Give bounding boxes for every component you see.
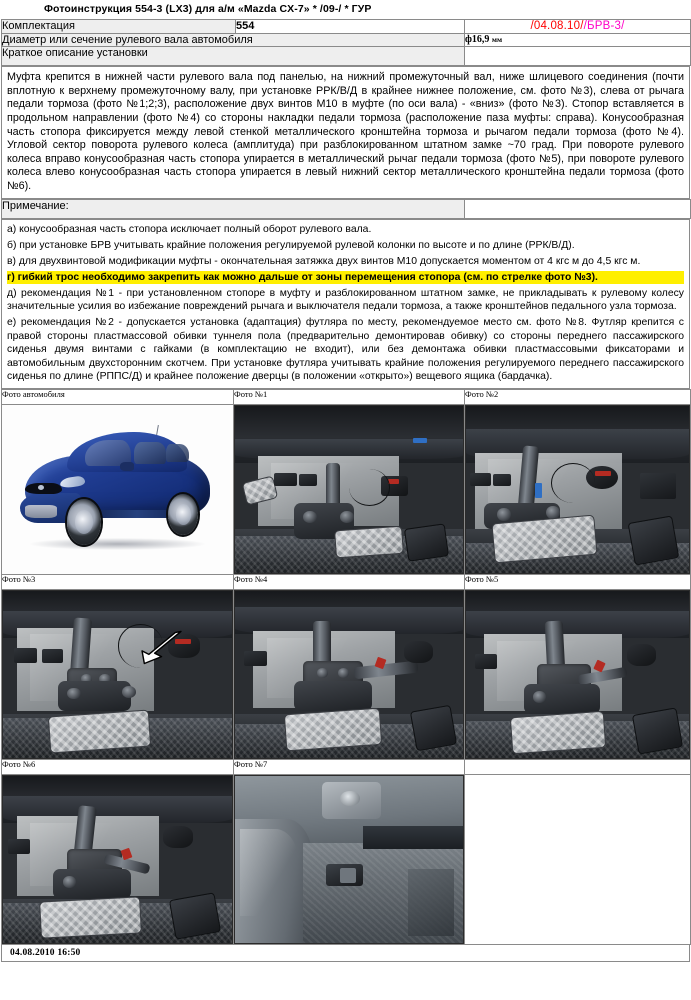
description-paragraph: Муфта крепится в нижней части рулевого вала под панелью, на нижний промежуточный вал, ниже шлицевого соединения (почти вплотную к верхнему промежуточному валу, при установке РРК/В/Д в крайнее нижнее положение, см. фото №3), слева от рычага педали тормоза (фото №1;2;3), расположение двух винтов М10 в муфте (по оси вала) - «вниз» (фото №3). Стопор вставляется в продольном направлении (фото №4) со стороны накладки педали тормоза (расположение паза муфты: справа). Конусообразная часть стопора фиксируется между левой стенкой металлического кронштейна тормоза и рычагом педали тормоза (фото №4). Угловой сектор поворота рулевого колеса (амплитуда) при разблокированном штатном замке ~70 град. При повороте рулевого колеса вправо конусообразная часть стопора упирается в металлический рычаг педали тормоза (фото №5), при повороте рулевого колеса влево конусообразная часть стопора упирается в левый нижний сектор металлического кронштейна педали тормоза (фото №6). bbox=[7, 71, 684, 193]
coupler-bolt-2 bbox=[338, 668, 349, 678]
car-front-hub bbox=[75, 510, 93, 534]
description-label: Краткое описание установки bbox=[2, 47, 465, 66]
table-row-notes-body bbox=[2, 219, 690, 388]
accelerator-pedal bbox=[632, 707, 683, 754]
car-lower-grille bbox=[25, 505, 57, 519]
photo-6-image bbox=[2, 775, 233, 944]
brake-pedal-pad bbox=[39, 897, 142, 939]
photo-grid bbox=[1, 389, 691, 945]
blue-clip bbox=[413, 438, 427, 443]
photo-caption-6: Фото №6 bbox=[2, 759, 234, 774]
revision-date: /04.08.10/ bbox=[530, 20, 584, 32]
photo-row-2-images bbox=[2, 589, 691, 759]
description-text-block bbox=[2, 67, 689, 197]
accelerator-pedal bbox=[410, 704, 457, 751]
brake-pedal-pad bbox=[334, 525, 404, 558]
relay-box-1 bbox=[8, 839, 31, 854]
note-item-b: б) при установке БРВ учитывать крайние положения регулируемой рулевой колонки по высоте и по длине (РРК/В/Д). bbox=[7, 239, 575, 251]
diameter-label: Диаметр или сечение рулевого вала автомобиля bbox=[2, 33, 465, 47]
table-row-description-body bbox=[2, 67, 690, 198]
relay-box-2 bbox=[299, 474, 317, 486]
car-front-wheel bbox=[67, 499, 102, 545]
table-row-description-header bbox=[2, 47, 691, 66]
mazda-logo-icon bbox=[38, 485, 44, 490]
trim-sheen bbox=[240, 829, 299, 916]
photo-7-image bbox=[234, 775, 464, 944]
photo-caption-3: Фото №3 bbox=[2, 574, 234, 589]
photo-cell-empty bbox=[465, 774, 691, 944]
relay-box-1 bbox=[274, 473, 297, 486]
revision-code bbox=[465, 20, 691, 34]
lamp-lens bbox=[340, 791, 361, 806]
car-rear-window bbox=[166, 444, 189, 463]
photo-cell-4[interactable] bbox=[234, 589, 465, 759]
brake-switch-connector bbox=[627, 644, 656, 666]
note-item-v: в) для двухвинтовой модификации муфты - окончательная затяжка двух винтов М10 допускается моментом от 4 кгс м до 4,5 кгс м. bbox=[7, 255, 641, 267]
note-item-d: д) рекомендация №1 - при установленном стопоре в муфту и разблокированном штатном замке, не прикладывать к рулевому колесу значительные усилия во избежание повреждений рычага и выключателя педали тормоза, а также кронштейнов педального узла тормоза. bbox=[7, 287, 684, 313]
revision-model: /БРВ-3/ bbox=[583, 20, 625, 32]
relay-box-1 bbox=[14, 648, 37, 663]
car-rear-hub bbox=[176, 504, 192, 525]
car-mirror bbox=[120, 462, 134, 470]
brake-switch-connector bbox=[404, 641, 434, 663]
relay-box-1 bbox=[470, 473, 490, 486]
photo-4-image bbox=[234, 590, 464, 759]
photo-row-1-images bbox=[2, 404, 691, 574]
accelerator-pedal bbox=[404, 523, 449, 562]
relay-box-1 bbox=[475, 654, 497, 669]
notes-header-label: Примечание: bbox=[2, 199, 465, 218]
relay-box-2 bbox=[493, 474, 511, 486]
photo-caption-1: Фото №1 bbox=[234, 389, 465, 404]
accelerator-pedal bbox=[169, 892, 221, 939]
photo-caption-2: Фото №2 bbox=[465, 389, 691, 404]
info-table bbox=[1, 19, 691, 66]
photo-row-3-captions bbox=[2, 759, 691, 774]
relay-box-1 bbox=[244, 651, 267, 666]
photo-cell-2[interactable] bbox=[465, 404, 691, 574]
notes-table bbox=[1, 219, 690, 389]
relay-box-2 bbox=[42, 649, 63, 662]
photo-caption-empty bbox=[465, 759, 691, 774]
notes-cell bbox=[2, 219, 690, 388]
seat-rail-shadow bbox=[408, 869, 454, 936]
photo-2-image bbox=[465, 405, 690, 574]
table-row-komplektacia bbox=[2, 20, 691, 34]
case-detail bbox=[340, 868, 356, 883]
photo-empty-placeholder bbox=[465, 775, 690, 944]
car-rear-wheel bbox=[168, 494, 198, 535]
page-title: Фотоинструкция 554-3 (LX3) для а/м «Mazda CX-7» * /09-/ * ГУР bbox=[44, 3, 372, 15]
notes-header-table bbox=[1, 199, 691, 219]
note-item-a: а) конусообразная часть стопора исключает полный оборот рулевого вала. bbox=[7, 223, 372, 235]
car-front-window bbox=[134, 442, 166, 464]
brake-switch-connector bbox=[163, 826, 193, 848]
bracket-bolt-right bbox=[122, 686, 136, 698]
photo-row-1-captions bbox=[2, 389, 691, 404]
note-item-e: е) рекомендация №2 - допускается установка (адаптация) футляра по месту, рекомендуемое место см. фото №8. Футляр крепится с правой стороны пластмассовой обивки туннеля пола (предварительно демонтировав обивку) со стороны переднего пассажирского сиденья двумя винтами с гайками (в комплектацию не входит), или без демонтажа обивки пластмассовыми фиксаторами и автомобильным двухсторонним скотчем. При установке футляра учитывать крайние положения регулируемого переднего пассажирского сиденья по длине (РППС/Д) и крайнее положение дверцы (в положении «открыто») вещевого ящика (бардачка). bbox=[7, 317, 684, 383]
photo-cell-6[interactable] bbox=[2, 774, 234, 944]
steering-shaft bbox=[70, 617, 92, 675]
photo-cell-3[interactable] bbox=[2, 589, 234, 759]
photo-caption-4: Фото №4 bbox=[234, 574, 465, 589]
brake-pedal-pad bbox=[509, 711, 605, 754]
connector-red-tab bbox=[595, 471, 611, 476]
photo-cell-1[interactable] bbox=[234, 404, 465, 574]
bracket-bolt-left bbox=[303, 511, 317, 523]
photo-1-image bbox=[234, 405, 464, 574]
footer-timestamp: 04.08.2010 16:50 bbox=[1, 945, 690, 962]
komplektacia-value: 554 bbox=[236, 20, 465, 34]
description-blank-cell bbox=[465, 47, 691, 66]
photo-caption-car: Фото автомобиля bbox=[2, 389, 234, 404]
brake-pedal-pad bbox=[48, 709, 151, 753]
table-row-diameter bbox=[2, 33, 691, 47]
harness-wire bbox=[551, 463, 596, 503]
photo-5-image bbox=[465, 590, 690, 759]
harness-wire bbox=[349, 469, 390, 506]
accelerator-pedal bbox=[628, 516, 679, 566]
pointer-arrow-icon bbox=[118, 628, 196, 668]
console-box bbox=[640, 473, 676, 500]
car-photo bbox=[2, 405, 233, 574]
diameter-number: ф16,9 bbox=[465, 33, 490, 45]
bracket-bolt-right bbox=[340, 511, 354, 523]
pedal-bracket bbox=[294, 681, 372, 711]
lower-dash-edge bbox=[363, 826, 463, 849]
blue-marker bbox=[535, 483, 542, 498]
bracket-bolt-left bbox=[67, 688, 81, 700]
table-row-notes-header bbox=[2, 199, 691, 218]
bracket-bolt-left bbox=[63, 876, 77, 888]
photo-row-3-images bbox=[2, 774, 691, 944]
car-shadow bbox=[30, 538, 206, 550]
note-item-g-highlighted: г) гибкий трос необходимо закрепить как можно дальше от зоны перемещения стопора (см. по стрелке фото №3). bbox=[7, 271, 684, 285]
description-table bbox=[1, 66, 690, 198]
photo-caption-5: Фото №5 bbox=[465, 574, 691, 589]
photo-caption-7: Фото №7 bbox=[234, 759, 465, 774]
description-cell bbox=[2, 67, 690, 198]
photo-3-image bbox=[2, 590, 233, 759]
notes-blank-cell bbox=[465, 199, 691, 218]
photo-cell-7[interactable] bbox=[234, 774, 465, 944]
diameter-unit: мм bbox=[491, 34, 503, 44]
bracket-bolt-left bbox=[497, 508, 510, 521]
brake-pedal-pad bbox=[284, 708, 382, 751]
photo-row-2-captions bbox=[2, 574, 691, 589]
diameter-value bbox=[465, 33, 691, 47]
komplektacia-label: Комплектация bbox=[2, 20, 236, 34]
photo-cell-5[interactable] bbox=[465, 589, 691, 759]
coupler-bolt-1 bbox=[317, 668, 328, 678]
photo-cell-car[interactable] bbox=[2, 404, 234, 574]
bracket-bolt-left bbox=[533, 691, 546, 703]
car-antenna bbox=[156, 425, 159, 435]
notes-text-block bbox=[2, 220, 689, 388]
